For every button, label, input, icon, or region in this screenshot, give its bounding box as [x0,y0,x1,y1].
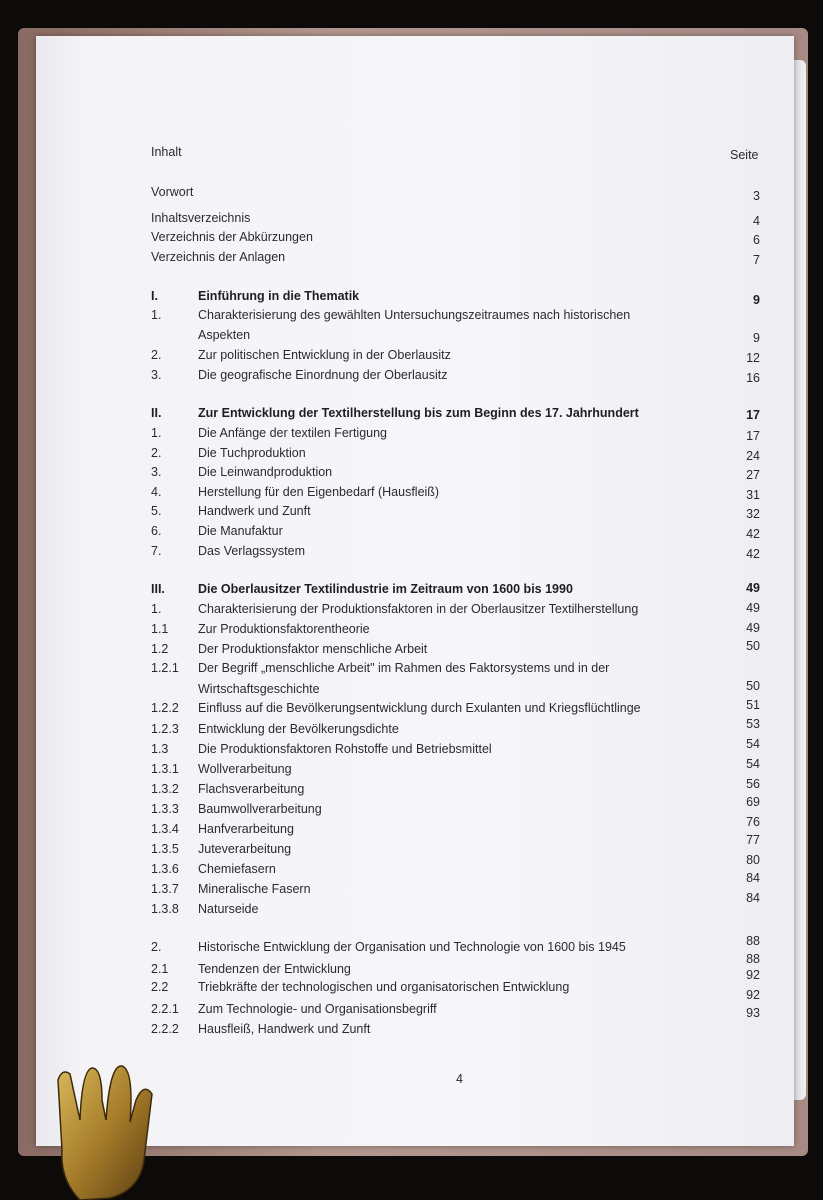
section-title: Juteverarbeitung [198,842,292,856]
section-title: Die Tuchproduktion [198,446,306,460]
front-matter-row [151,209,763,227]
toc-row [151,777,763,798]
toc-row [151,424,763,442]
toc-row [151,463,763,481]
section-number: 2. [151,940,162,954]
section-number: 1. [151,426,162,440]
section-page: 16 [746,371,760,385]
toc-row [151,680,763,698]
section-title: Einführung in die Thematik [198,289,360,303]
section-title: Naturseide [198,902,259,916]
section-title: Entwicklung der Bevölkerungsdichte [198,722,399,736]
section-title: Baumwollverarbeitung [198,802,322,816]
section-page: 84 [746,891,760,905]
section-title: Die Anfänge der textilen Fertigung [198,426,388,440]
section-number: II. [151,406,162,420]
section-title: Handwerk und Zunft [198,504,311,518]
toc-row [151,757,763,778]
section-title: Triebkräfte der technologischen und organisatorischen Entwicklung [198,980,570,994]
section-title: Charakterisierung der Produktionsfaktoren in der Oberlausitzer Textilherstellung [198,602,639,616]
toc-row [151,659,763,677]
toc-row [151,795,763,818]
section-title: Die geografische Einordnung der Oberlausitz [198,368,448,382]
section-title: Zur Entwicklung der Textilherstellung bis zum Beginn des 17. Jahrhundert [198,406,639,420]
section-number: 2.2 [151,980,169,994]
toc-row [151,833,763,858]
section-page: 27 [746,468,760,482]
section-page: 49 [746,621,760,635]
toc-row [151,871,763,898]
toc-row [151,853,763,878]
section-title: Die Manufaktur [198,524,283,538]
section-number: 1.3.7 [151,882,179,896]
section-page: 69 [746,795,760,809]
section-number: 1.3.6 [151,862,179,876]
entry-page: 7 [753,253,760,267]
section-title: Zur Produktionsfaktorentheorie [198,622,370,636]
section-page: 12 [746,351,760,365]
section-page: 80 [746,853,760,867]
section-number: 7. [151,544,162,558]
toc-row [151,366,763,384]
section-page: 84 [746,871,760,885]
page-column-header: Seite [730,148,759,162]
toc-row [151,502,763,520]
section-title: Der Begriff „menschliche Arbeit" im Rahmen des Faktorsystems und in der [198,661,610,675]
section-title: Wirtschaftsgeschichte [198,682,320,696]
section-page: 54 [746,737,760,751]
section-page: 88 [746,952,760,966]
toc-row [151,522,763,540]
section-page: 24 [746,449,760,463]
section-number: 5. [151,504,162,518]
section-page: 76 [746,815,760,829]
section-title: Herstellung für den Eigenbedarf (Hausfleiß) [198,485,440,499]
section-number: I. [151,289,158,303]
toc-row [151,737,763,758]
section-page: 9 [753,331,760,345]
section-page: 31 [746,488,760,502]
section-number: 1.3.3 [151,802,179,816]
entry-page: 6 [753,233,760,247]
section-number: 1.3.1 [151,762,179,776]
section-title: Mineralische Fasern [198,882,311,896]
section-number: 3. [151,465,162,479]
section-title: Die Produktionsfaktoren Rohstoffe und Betriebsmittel [198,742,492,756]
toc-row [151,600,763,618]
section-page: 17 [746,429,760,443]
toc-row [151,580,763,598]
toc-row [151,891,763,918]
section-number: 1.3.4 [151,822,179,836]
entry-title: Vorwort [151,185,194,199]
section-number: 1.2.3 [151,722,179,736]
toc-row [151,988,763,1018]
section-number: III. [151,582,165,596]
section-number: 1.2 [151,642,169,656]
section-number: 6. [151,524,162,538]
entry-title: Verzeichnis der Abkürzungen [151,230,313,244]
toc-row [151,287,763,305]
section-title: Einfluss auf die Bevölkerungsentwicklung durch Exulanten und Kriegsflüchtlinge [198,701,641,715]
section-number: 1.2.1 [151,661,179,675]
section-page: 50 [746,679,760,693]
section-page: 49 [746,601,760,615]
toc-row [151,444,763,462]
toc-row [151,620,763,638]
section-page: 42 [746,527,760,541]
section-page: 93 [746,1006,760,1020]
section-title: Der Produktionsfaktor menschliche Arbeit [198,642,428,656]
section-number: 2.1 [151,962,169,976]
section-title: Tendenzen der Entwicklung [198,962,351,976]
toc-row [151,404,763,422]
toc-row [151,699,763,717]
section-number: 1.3.2 [151,782,179,796]
toc-row [151,952,763,978]
section-number: 1.2.2 [151,701,179,715]
section-title: Aspekten [198,328,251,342]
section-page: 54 [746,757,760,771]
section-page: 49 [746,581,760,595]
section-title: Hanfverarbeitung [198,822,294,836]
section-number: 2.2.1 [151,1002,179,1016]
section-title: Wollverarbeitung [198,762,292,776]
section-title: Das Verlagssystem [198,544,305,558]
section-title: Historische Entwicklung der Organisation und Technologie von 1600 bis 1945 [198,940,626,954]
toc-row [151,542,763,560]
section-title: Flachsverarbeitung [198,782,305,796]
section-number: 4. [151,485,162,499]
entry-title: Verzeichnis der Anlagen [151,250,286,264]
section-number: 2. [151,348,162,362]
toc-row [151,483,763,501]
section-title: Zum Technologie- und Organisationsbegriff [198,1002,437,1016]
toc-row [151,346,763,364]
section-page: 88 [746,934,760,948]
section-page: 51 [746,698,760,712]
front-matter-row [151,228,763,246]
brass-hand-ornament [40,1060,190,1200]
section-title: Die Oberlausitzer Textilindustrie im Zeitraum von 1600 bis 1990 [198,582,573,596]
section-number: 1. [151,308,162,322]
section-page: 77 [746,833,760,847]
section-number: 1.3.5 [151,842,179,856]
section-number: 1. [151,602,162,616]
section-title: Charakterisierung des gewählten Untersuchungszeitraumes nach historischen [198,308,631,322]
section-number: 2.2.2 [151,1022,179,1036]
toc-row [151,326,763,344]
page-number: 4 [456,1072,463,1086]
section-title: Chemiefasern [198,862,276,876]
section-number: 1.1 [151,622,169,636]
section-page: 32 [746,507,760,521]
section-title: Hausfleiß, Handwerk und Zunft [198,1022,371,1036]
toc-row [151,815,763,838]
entry-title: Inhaltsverzeichnis [151,211,251,225]
section-title: Die Leinwandproduktion [198,465,333,479]
section-number: 1.3 [151,742,169,756]
section-page: 50 [746,639,760,653]
section-page: 92 [746,968,760,982]
toc-header-label: Inhalt [151,145,182,159]
toc-row [151,306,763,324]
section-number: 3. [151,368,162,382]
toc-row [151,640,763,658]
section-title: Zur politischen Entwicklung in der Oberlausitz [198,348,451,362]
section-number: 2. [151,446,162,460]
entry-page: 4 [753,214,760,228]
section-page: 92 [746,988,760,1002]
section-page: 9 [753,293,760,307]
front-matter-row [151,183,763,201]
section-page: 56 [746,777,760,791]
entry-page: 3 [753,189,760,203]
section-page: 42 [746,547,760,561]
section-number: 1.3.8 [151,902,179,916]
section-page: 17 [746,408,760,422]
toc-row [151,934,763,956]
toc-row [151,717,763,738]
section-page: 53 [746,717,760,731]
front-matter-row [151,248,763,266]
